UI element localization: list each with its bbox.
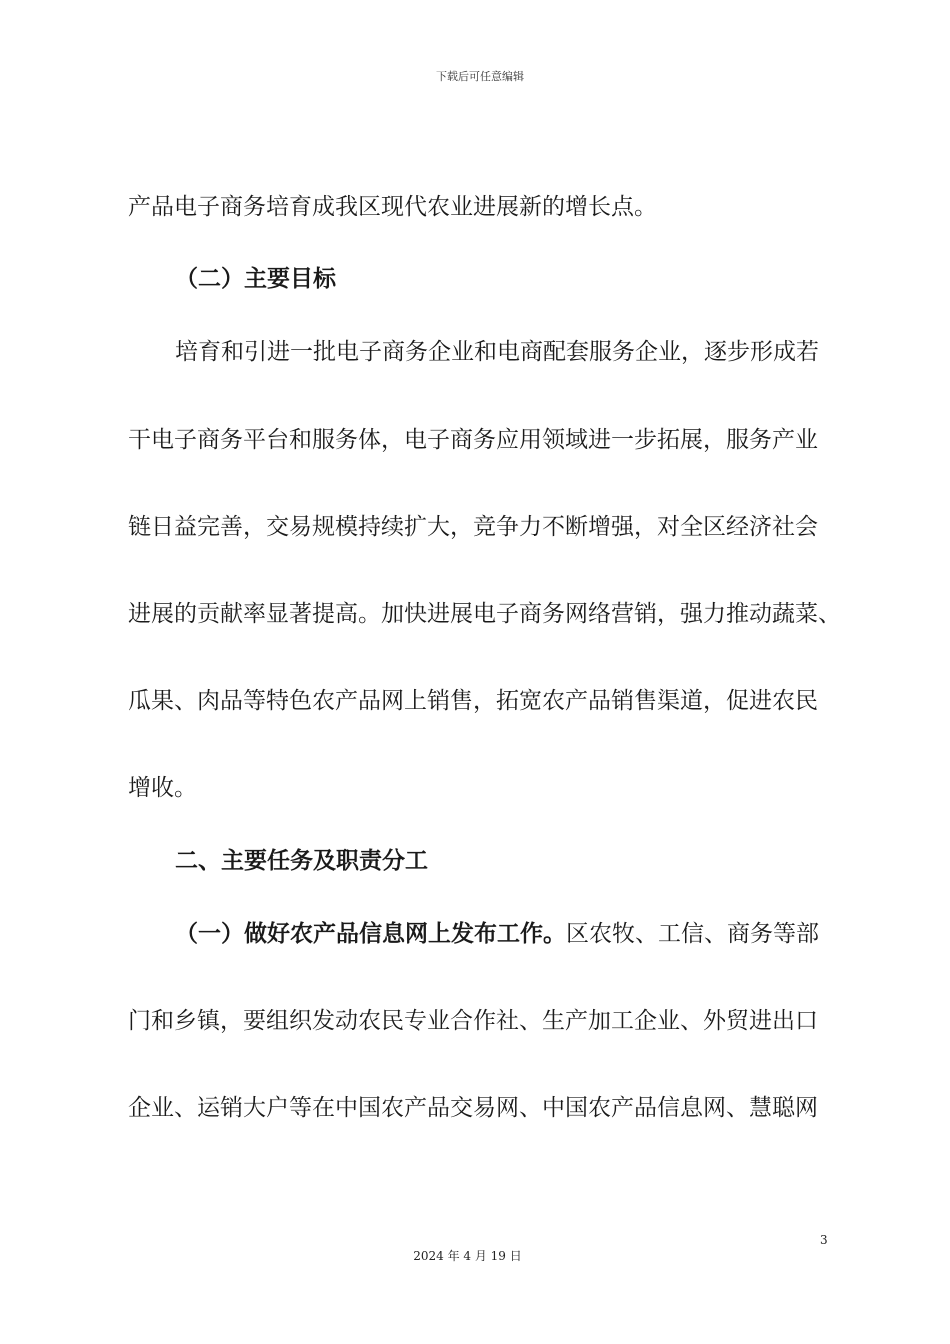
section-heading-main-goals: （二）主要目标 [175, 266, 336, 292]
task-line [175, 919, 819, 949]
footer-date: 2024 年 4 月 19 日 [413, 1249, 522, 1263]
body-line: 进展的贡献率显著提高。加快进展电子商务网络营销，强力推动蔬菜、 [128, 601, 841, 627]
body-line: 链日益完善，交易规模持续扩大，竞争力不断增强，对全区经济社会 [128, 514, 818, 540]
body-line: 产品电子商务培育成我区现代农业进展新的增长点。 [128, 194, 657, 220]
body-line: 干电子商务平台和服务体，电子商务应用领域进一步拓展，服务产业 [128, 427, 818, 453]
header-note: 下载后可任意编辑 [436, 70, 524, 83]
chapter-heading-tasks: 二、主要任务及职责分工 [175, 848, 428, 874]
body-line: 瓜果、肉品等特色农产品网上销售，拓宽农产品销售渠道，促进农民 [128, 688, 818, 714]
task-text: 区农牧、工信、商务等部 [566, 921, 819, 947]
body-line: 门和乡镇，要组织发动农民专业合作社、生产加工企业、外贸进出口 [128, 1008, 818, 1034]
body-line: 增收。 [128, 775, 197, 801]
task-heading: （一）做好农产品信息网上发布工作。 [175, 921, 566, 947]
page-number: 3 [820, 1233, 828, 1247]
body-line: 培育和引进一批电子商务企业和电商配套服务企业，逐步形成若 [175, 339, 819, 365]
body-line: 企业、运销大户等在中国农产品交易网、中国农产品信息网、慧聪网 [128, 1095, 818, 1121]
